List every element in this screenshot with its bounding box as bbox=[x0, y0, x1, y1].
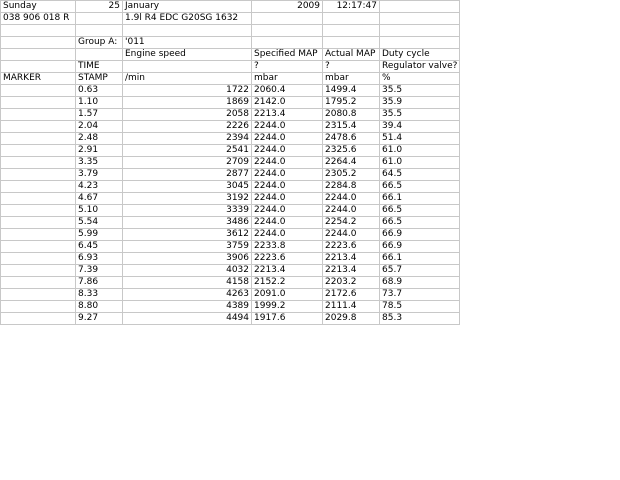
cell-engine-speed[interactable]: 4263 bbox=[123, 289, 252, 301]
cell-marker[interactable] bbox=[1, 277, 76, 289]
cell-engine-speed[interactable]: 3045 bbox=[123, 181, 252, 193]
col-title-specified-map[interactable]: Specified MAP bbox=[252, 49, 323, 61]
cell-duty-cycle[interactable]: 73.7 bbox=[380, 289, 460, 301]
cell-duty-cycle[interactable]: 66.5 bbox=[380, 217, 460, 229]
cell-engine-speed[interactable]: 2058 bbox=[123, 109, 252, 121]
table-row bbox=[1, 121, 460, 133]
cell-marker[interactable] bbox=[1, 241, 76, 253]
cell-empty[interactable] bbox=[380, 25, 460, 37]
cell-marker[interactable] bbox=[1, 133, 76, 145]
cell-marker[interactable] bbox=[1, 109, 76, 121]
cell-duty-cycle[interactable]: 66.5 bbox=[380, 205, 460, 217]
cell-specified-map[interactable]: 1999.2 bbox=[252, 301, 323, 313]
cell-time-stamp[interactable]: 8.33 bbox=[76, 289, 123, 301]
col-title-time[interactable]: TIME bbox=[76, 61, 123, 73]
cell-time-stamp[interactable]: 7.39 bbox=[76, 265, 123, 277]
cell-empty[interactable] bbox=[123, 25, 252, 37]
cell-engine-speed[interactable]: 2877 bbox=[123, 169, 252, 181]
cell-marker[interactable] bbox=[1, 181, 76, 193]
cell-duty-cycle[interactable]: 66.9 bbox=[380, 241, 460, 253]
col-title-engine-speed[interactable]: Engine speed bbox=[123, 49, 252, 61]
col-unit-specified[interactable]: mbar bbox=[252, 73, 323, 85]
cell-time-stamp[interactable]: 3.79 bbox=[76, 169, 123, 181]
cell-time-stamp[interactable]: 7.86 bbox=[76, 277, 123, 289]
cell-engine-speed[interactable]: 1722 bbox=[123, 85, 252, 97]
cell-actual-map[interactable]: 2213.4 bbox=[323, 253, 380, 265]
table-row bbox=[1, 181, 460, 193]
col-title-stamp[interactable]: STAMP bbox=[76, 73, 123, 85]
cell-duty-cycle[interactable]: 64.5 bbox=[380, 169, 460, 181]
cell-engine-speed[interactable]: 3486 bbox=[123, 217, 252, 229]
cell-specified-map[interactable]: 2152.2 bbox=[252, 277, 323, 289]
table-row bbox=[1, 265, 460, 277]
col-subtitle-regulator[interactable]: Regulator valve? bbox=[380, 61, 460, 73]
column-subtitle-row bbox=[1, 61, 460, 73]
cell-marker[interactable] bbox=[1, 121, 76, 133]
cell-actual-map[interactable]: 2213.4 bbox=[323, 265, 380, 277]
cell-actual-map[interactable]: 2325.6 bbox=[323, 145, 380, 157]
cell-engine-speed[interactable]: 4494 bbox=[123, 313, 252, 325]
header-row-1 bbox=[1, 1, 460, 13]
cell-actual-map[interactable]: 2244.0 bbox=[323, 193, 380, 205]
cell-specified-map[interactable]: 2244.0 bbox=[252, 121, 323, 133]
grid-body bbox=[1, 1, 460, 325]
cell-time-stamp[interactable]: 0.63 bbox=[76, 85, 123, 97]
cell-specified-map[interactable]: 2244.0 bbox=[252, 169, 323, 181]
cell-specified-map[interactable]: 2060.4 bbox=[252, 85, 323, 97]
cell-engine-speed[interactable]: 1869 bbox=[123, 97, 252, 109]
cell-actual-map[interactable]: 2244.0 bbox=[323, 205, 380, 217]
cell-actual-map[interactable]: 2254.2 bbox=[323, 217, 380, 229]
cell-duty-cycle[interactable]: 66.1 bbox=[380, 253, 460, 265]
cell-empty[interactable] bbox=[380, 37, 460, 49]
cell-actual-map[interactable]: 2305.2 bbox=[323, 169, 380, 181]
cell-marker[interactable] bbox=[1, 205, 76, 217]
table-row bbox=[1, 169, 460, 181]
cell-marker[interactable] bbox=[1, 289, 76, 301]
cell-duty-cycle[interactable]: 68.9 bbox=[380, 277, 460, 289]
cell-group-value[interactable]: '011 bbox=[123, 37, 252, 49]
cell-empty[interactable] bbox=[76, 49, 123, 61]
cell-time-stamp[interactable]: 8.80 bbox=[76, 301, 123, 313]
cell-time-stamp[interactable]: 4.67 bbox=[76, 193, 123, 205]
cell-engine-speed[interactable]: 3759 bbox=[123, 241, 252, 253]
table-row bbox=[1, 241, 460, 253]
cell-empty[interactable] bbox=[76, 13, 123, 25]
table-row bbox=[1, 109, 460, 121]
cell-specified-map[interactable]: 2244.0 bbox=[252, 157, 323, 169]
cell-duty-cycle[interactable]: 66.9 bbox=[380, 229, 460, 241]
cell-actual-map[interactable]: 2284.8 bbox=[323, 181, 380, 193]
cell-marker[interactable] bbox=[1, 169, 76, 181]
cell-duty-cycle[interactable]: 61.0 bbox=[380, 145, 460, 157]
table-row bbox=[1, 253, 460, 265]
cell-time-stamp[interactable]: 9.27 bbox=[76, 313, 123, 325]
cell-empty[interactable] bbox=[323, 37, 380, 49]
column-units-row bbox=[1, 73, 460, 85]
cell-marker[interactable] bbox=[1, 85, 76, 97]
cell-engine-speed[interactable]: 4032 bbox=[123, 265, 252, 277]
table-row bbox=[1, 301, 460, 313]
cell-time-stamp[interactable]: 6.45 bbox=[76, 241, 123, 253]
table-row bbox=[1, 277, 460, 289]
table-row bbox=[1, 97, 460, 109]
cell-actual-map[interactable]: 2315.4 bbox=[323, 121, 380, 133]
cell-duty-cycle[interactable]: 35.5 bbox=[380, 109, 460, 121]
cell-engine-speed[interactable]: 2541 bbox=[123, 145, 252, 157]
table-row bbox=[1, 157, 460, 169]
header-row-2 bbox=[1, 13, 460, 25]
cell-specified-map[interactable]: 2244.0 bbox=[252, 193, 323, 205]
cell-time-stamp[interactable]: 2.48 bbox=[76, 133, 123, 145]
cell-empty[interactable] bbox=[1, 61, 76, 73]
cell-marker[interactable] bbox=[1, 157, 76, 169]
col-subtitle-actual[interactable]: ? bbox=[323, 61, 380, 73]
cell-duty-cycle[interactable]: 65.7 bbox=[380, 265, 460, 277]
cell-engine-speed[interactable]: 4389 bbox=[123, 301, 252, 313]
table-row bbox=[1, 205, 460, 217]
cell-actual-map[interactable]: 1795.2 bbox=[323, 97, 380, 109]
cell-month[interactable]: January bbox=[123, 1, 252, 13]
col-unit-duty[interactable]: % bbox=[380, 73, 460, 85]
cell-time-stamp[interactable]: 1.57 bbox=[76, 109, 123, 121]
cell-year[interactable]: 2009 bbox=[252, 1, 323, 13]
cell-specified-map[interactable]: 1917.6 bbox=[252, 313, 323, 325]
cell-actual-map[interactable]: 2172.6 bbox=[323, 289, 380, 301]
cell-time-stamp[interactable]: 2.91 bbox=[76, 145, 123, 157]
cell-empty[interactable] bbox=[323, 13, 380, 25]
cell-marker[interactable] bbox=[1, 217, 76, 229]
col-title-duty-cycle[interactable]: Duty cycle bbox=[380, 49, 460, 61]
cell-day[interactable]: Sunday bbox=[1, 1, 76, 13]
cell-marker[interactable] bbox=[1, 265, 76, 277]
cell-time-stamp[interactable]: 5.99 bbox=[76, 229, 123, 241]
cell-time-stamp[interactable]: 5.10 bbox=[76, 205, 123, 217]
cell-engine-speed[interactable]: 2394 bbox=[123, 133, 252, 145]
cell-marker[interactable] bbox=[1, 313, 76, 325]
cell-actual-map[interactable]: 2264.4 bbox=[323, 157, 380, 169]
cell-specified-map[interactable]: 2213.4 bbox=[252, 265, 323, 277]
table-row bbox=[1, 145, 460, 157]
cell-group-label[interactable]: Group A: bbox=[76, 37, 123, 49]
cell-empty[interactable] bbox=[252, 37, 323, 49]
cell-duty-cycle[interactable]: 61.0 bbox=[380, 157, 460, 169]
table-row bbox=[1, 313, 460, 325]
cell-specified-map[interactable]: 2233.8 bbox=[252, 241, 323, 253]
cell-actual-map[interactable]: 2244.0 bbox=[323, 229, 380, 241]
cell-duty-cycle[interactable]: 35.5 bbox=[380, 85, 460, 97]
cell-empty[interactable] bbox=[380, 1, 460, 13]
cell-duty-cycle[interactable]: 85.3 bbox=[380, 313, 460, 325]
col-unit-rpm[interactable]: /min bbox=[123, 73, 252, 85]
cell-specified-map[interactable]: 2244.0 bbox=[252, 229, 323, 241]
cell-empty[interactable] bbox=[76, 25, 123, 37]
cell-specified-map[interactable]: 2213.4 bbox=[252, 109, 323, 121]
cell-specified-map[interactable]: 2244.0 bbox=[252, 217, 323, 229]
group-row bbox=[1, 37, 460, 49]
cell-duty-cycle[interactable]: 35.9 bbox=[380, 97, 460, 109]
cell-marker[interactable] bbox=[1, 229, 76, 241]
cell-actual-map[interactable]: 2111.4 bbox=[323, 301, 380, 313]
cell-duty-cycle[interactable]: 78.5 bbox=[380, 301, 460, 313]
cell-part-number[interactable]: 038 906 018 R bbox=[1, 13, 76, 25]
cell-empty[interactable] bbox=[252, 25, 323, 37]
column-title-row bbox=[1, 49, 460, 61]
table-row bbox=[1, 217, 460, 229]
cell-time-stamp[interactable]: 4.23 bbox=[76, 181, 123, 193]
cell-marker[interactable] bbox=[1, 253, 76, 265]
cell-empty[interactable] bbox=[380, 13, 460, 25]
cell-time-stamp[interactable]: 5.54 bbox=[76, 217, 123, 229]
table-row bbox=[1, 289, 460, 301]
cell-engine-speed[interactable]: 3192 bbox=[123, 193, 252, 205]
cell-engine-speed[interactable]: 3339 bbox=[123, 205, 252, 217]
cell-engine-speed[interactable]: 2226 bbox=[123, 121, 252, 133]
cell-actual-map[interactable]: 2080.8 bbox=[323, 109, 380, 121]
cell-date-num[interactable]: 25 bbox=[76, 1, 123, 13]
cell-time[interactable]: 12:17:47 bbox=[323, 1, 380, 13]
cell-specified-map[interactable]: 2244.0 bbox=[252, 133, 323, 145]
cell-actual-map[interactable]: 2203.2 bbox=[323, 277, 380, 289]
table-row bbox=[1, 85, 460, 97]
cell-time-stamp[interactable]: 2.04 bbox=[76, 121, 123, 133]
cell-specified-map[interactable]: 2244.0 bbox=[252, 205, 323, 217]
cell-engine-desc[interactable]: 1.9l R4 EDC G20SG 1632 bbox=[123, 13, 252, 25]
col-title-actual-map[interactable]: Actual MAP bbox=[323, 49, 380, 61]
cell-marker[interactable] bbox=[1, 97, 76, 109]
cell-actual-map[interactable]: 2029.8 bbox=[323, 313, 380, 325]
cell-duty-cycle[interactable]: 66.1 bbox=[380, 193, 460, 205]
col-title-marker[interactable]: MARKER bbox=[1, 73, 76, 85]
cell-actual-map[interactable]: 1499.4 bbox=[323, 85, 380, 97]
cell-engine-speed[interactable]: 3906 bbox=[123, 253, 252, 265]
cell-duty-cycle[interactable]: 66.5 bbox=[380, 181, 460, 193]
table-row bbox=[1, 229, 460, 241]
cell-specified-map[interactable]: 2223.6 bbox=[252, 253, 323, 265]
cell-marker[interactable] bbox=[1, 193, 76, 205]
cell-empty[interactable] bbox=[1, 25, 76, 37]
cell-actual-map[interactable]: 2478.6 bbox=[323, 133, 380, 145]
cell-time-stamp[interactable]: 1.10 bbox=[76, 97, 123, 109]
cell-marker[interactable] bbox=[1, 301, 76, 313]
cell-engine-speed[interactable]: 3612 bbox=[123, 229, 252, 241]
table-row bbox=[1, 133, 460, 145]
col-unit-actual[interactable]: mbar bbox=[323, 73, 380, 85]
cell-empty[interactable] bbox=[123, 61, 252, 73]
cell-specified-map[interactable]: 2244.0 bbox=[252, 145, 323, 157]
cell-specified-map[interactable]: 2091.0 bbox=[252, 289, 323, 301]
blank-row bbox=[1, 25, 460, 37]
cell-time-stamp[interactable]: 6.93 bbox=[76, 253, 123, 265]
cell-duty-cycle[interactable]: 39.4 bbox=[380, 121, 460, 133]
cell-engine-speed[interactable]: 2709 bbox=[123, 157, 252, 169]
cell-actual-map[interactable]: 2223.6 bbox=[323, 241, 380, 253]
cell-empty[interactable] bbox=[1, 37, 76, 49]
cell-marker[interactable] bbox=[1, 145, 76, 157]
cell-empty[interactable] bbox=[1, 49, 76, 61]
cell-engine-speed[interactable]: 4158 bbox=[123, 277, 252, 289]
table-row bbox=[1, 193, 460, 205]
cell-empty[interactable] bbox=[252, 13, 323, 25]
cell-specified-map[interactable]: 2142.0 bbox=[252, 97, 323, 109]
col-subtitle-specified[interactable]: ? bbox=[252, 61, 323, 73]
cell-duty-cycle[interactable]: 51.4 bbox=[380, 133, 460, 145]
cell-empty[interactable] bbox=[323, 25, 380, 37]
cell-time-stamp[interactable]: 3.35 bbox=[76, 157, 123, 169]
cell-specified-map[interactable]: 2244.0 bbox=[252, 181, 323, 193]
